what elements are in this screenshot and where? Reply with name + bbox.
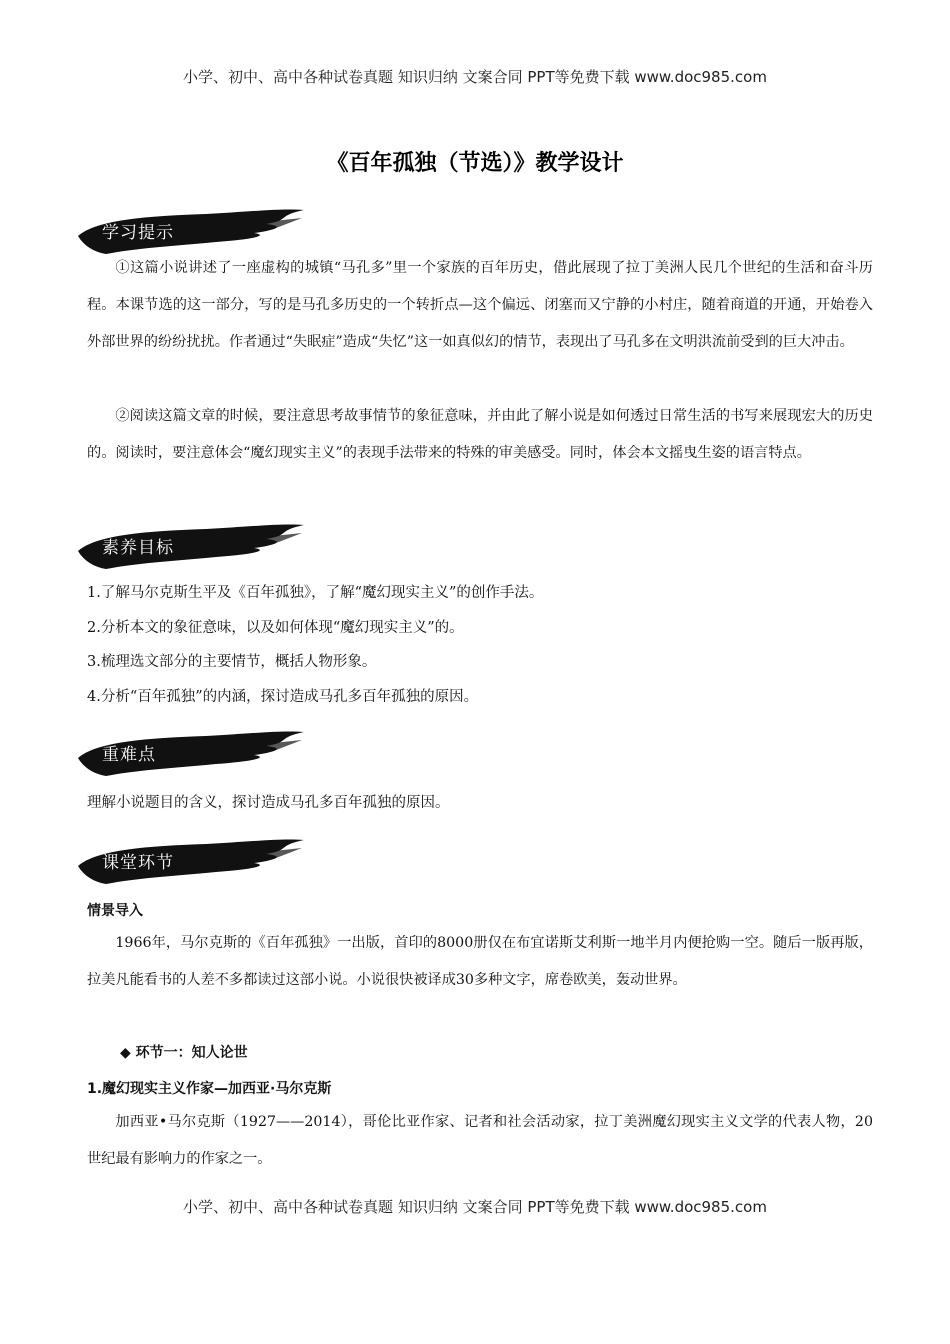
intro-heading: 情景导入 — [87, 903, 143, 919]
step-one-heading: ◆ 环节一：知人论世 — [120, 1045, 248, 1061]
tips-paragraph-2: ②阅读这篇文章的时候，要注意思考故事情节的象征意味，并由此了解小说是如何透过日常生活的书写来展现宏大的历史的。阅读时，要注意体会“魔幻现实主义”的表现手法带来的特殊的审美感受。同时，体会本文摇曳生姿的语言特点。 — [87, 408, 873, 461]
tips-paragraph-1: ①这篇小说讲述了一座虚构的城镇“马孔多”里一个家族的百年历史，借此展现了拉丁美洲人民几个世纪的生活和奋斗历程。本课节选的这一部分，写的是马孔多历史的一个转折点—这个偏远、闭塞而又宁静的小村庄，随着商道的开通，开始卷入外部世界的纷纷扰扰。作者通过“失眠症”造成“失忆”这一如真似幻的情节，表现出了马孔多在文明洪流前受到的巨大冲击。 — [87, 260, 873, 350]
intro-paragraph: 1966年，马尔克斯的《百年孤独》一出版，首印的8000册仅在布宜诺斯艾利斯一地半月内便抢购一空。随后一版再版，拉美凡能看书的人差不多都读过这部小说。小说很快被译成30多种文字，席卷欧美，轰动世界。 — [87, 935, 873, 988]
keypoints-text: 理解小说题目的含义，探讨造成马孔多百年孤独的原因。 — [87, 795, 450, 811]
section-banner-goals — [76, 521, 306, 573]
page-header: 小学、初中、高中各种试卷真题 知识归纳 文案合同 PPT等免费下载 www.doc985.com — [183, 68, 767, 86]
document-title: 《百年孤独（节选）》教学设计 — [326, 151, 624, 176]
subsection-heading: 1.魔幻现实主义作家—加西亚·马尔克斯 — [87, 1081, 332, 1097]
goal-item: 4.分析“百年孤独”的内涵，探讨造成马孔多百年孤独的原因。 — [87, 689, 479, 705]
goal-item: 3.梳理选文部分的主要情节，概括人物形象。 — [87, 654, 377, 670]
section-heading: 重难点 — [102, 745, 156, 765]
section-banner-keypoints — [76, 728, 306, 780]
author-paragraph: 加西亚•马尔克斯（1927——2014），哥伦比亚作家、记者和社会活动家，拉丁美洲魔幻现实主义文学的代表人物，20世纪最有影响力的作家之一。 — [87, 1114, 873, 1167]
section-banner-class — [76, 836, 306, 888]
goal-item: 2.分析本文的象征意味，以及如何体现“魔幻现实主义”的。 — [87, 620, 464, 636]
page-footer: 小学、初中、高中各种试卷真题 知识归纳 文案合同 PPT等免费下载 www.doc985.com — [183, 1198, 767, 1216]
section-heading: 素养目标 — [102, 538, 174, 558]
goal-item: 1.了解马尔克斯生平及《百年孤独》，了解“魔幻现实主义”的创作手法。 — [87, 585, 544, 601]
section-heading: 课堂环节 — [102, 853, 174, 873]
section-heading: 学习提示 — [102, 223, 174, 243]
